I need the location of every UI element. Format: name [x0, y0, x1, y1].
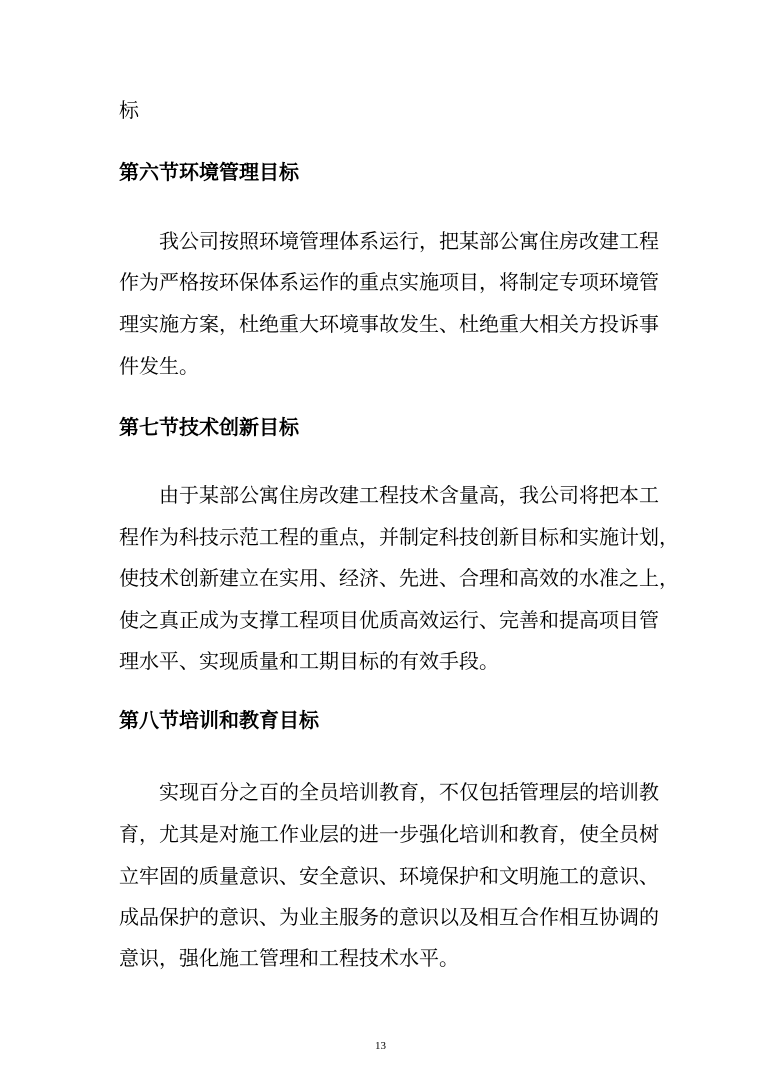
paragraph-line: 件发生。 — [119, 354, 199, 378]
paragraph-line: 成品保护的意识、为业主服务的意识以及相互合作相互协调的 — [119, 905, 659, 929]
paragraph-line: 意识，强化施工管理和工程技术水平。 — [119, 946, 459, 970]
carryover-text: 标 — [119, 98, 139, 122]
paragraph-line: 使之真正成为支撑工程项目优质高效运行、完善和提高项目管 — [119, 608, 659, 632]
paragraph-line: 我公司按照环境管理体系运行，把某部公寓住房改建工程 — [159, 229, 659, 253]
section-heading: 第六节环境管理目标 — [119, 160, 299, 184]
paragraph-line: 实现百分之百的全员培训教育，不仅包括管理层的培训教 — [159, 780, 659, 804]
section-heading: 第八节培训和教育目标 — [119, 708, 319, 732]
paragraph-line: 使技术创新建立在实用、经济、先进、合理和高效的水准之上， — [119, 566, 679, 590]
paragraph-line: 育，尤其是对施工作业层的进一步强化培训和教育，使全员树 — [119, 822, 659, 846]
paragraph-line: 由于某部公寓住房改建工程技术含量高，我公司将把本工 — [159, 483, 659, 507]
page-number: 13 — [375, 1040, 386, 1052]
paragraph-line: 作为严格按环保体系运作的重点实施项目，将制定专项环境管 — [119, 270, 659, 294]
section-heading: 第七节技术创新目标 — [119, 415, 299, 439]
paragraph-line: 立牢固的质量意识、安全意识、环境保护和文明施工的意识、 — [119, 864, 659, 888]
paragraph-line: 理实施方案，杜绝重大环境事故发生、杜绝重大相关方投诉事 — [119, 312, 659, 336]
paragraph-line: 理水平、实现质量和工期目标的有效手段。 — [119, 649, 499, 673]
paragraph-line: 程作为科技示范工程的重点，并制定科技创新目标和实施计划， — [119, 525, 679, 549]
